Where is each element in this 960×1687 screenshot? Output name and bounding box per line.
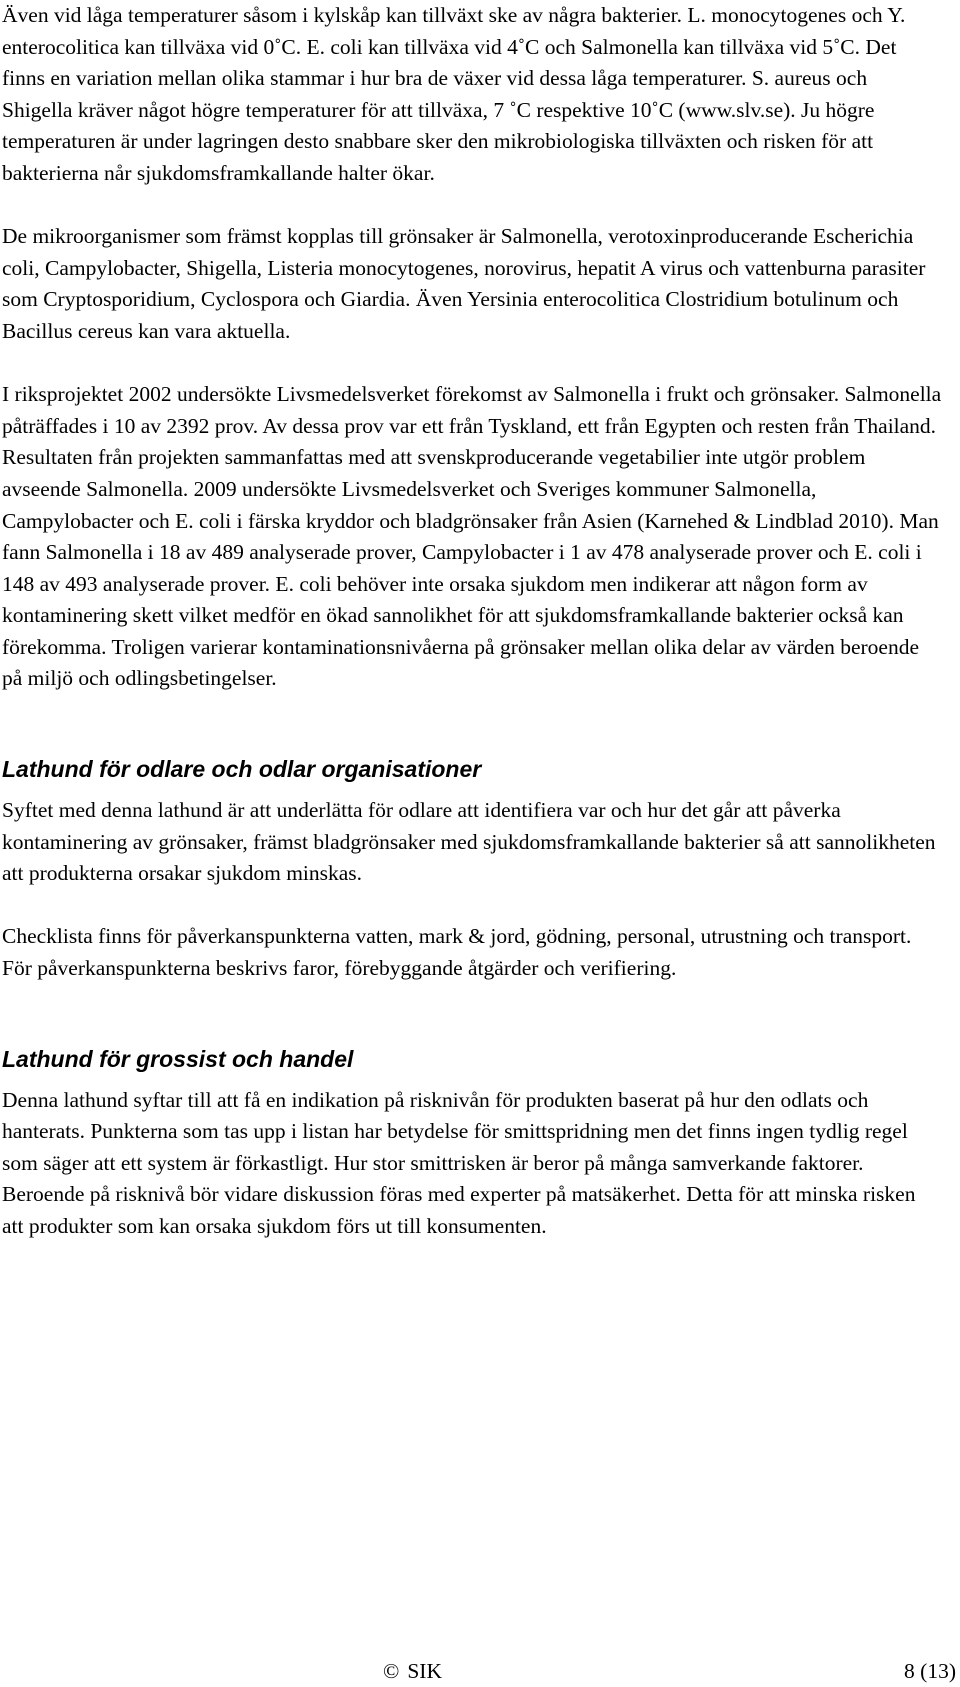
section-heading-wholesale: Lathund för grossist och handel <box>2 1045 354 1072</box>
paragraph-wholesale-purpose: Denna lathund syftar till att få en indikation på risknivån för produkten baserat på hur den odlats och hanterats. Punkterna som tas upp i listan har betydelse för smittspridning men det finns ingen tydlig regel som säger att ett system är förkastligt. Hur stor smittrisken är beror på många samverkande faktorer. Beroende på risknivå bör vidare diskussion föras med experter på matsäkerhet. Detta för att minska risken att produkter som kan orsaka sjukdom förs ut till konsumenten. <box>2 1087 916 1238</box>
section-wholesale <box>2 1045 942 1243</box>
paragraph-growers-checklist: Checklista finns för påverkanspunkterna vatten, mark & jord, gödning, personal, utrustning och transport. För påverkanspunkterna beskrivs faror, förebyggande åtgärder och verifiering. <box>2 924 912 981</box>
paragraph-microorganisms: De mikroorganismer som främst kopplas till grönsaker är Salmonella, verotoxinproducerande Escherichia coli, Campylobacter, Shigella, Listeria monocytogenes, norovirus, hepatit A virus och vattenburna parasiter som Cryptosporidium, Cyclospora och Giardia. Även Yersinia enterocolitica Clostridium botulinum och Bacillus cereus kan vara aktuella. <box>2 224 926 343</box>
document-body <box>2 0 942 1243</box>
paragraph-national-project: I riksprojektet 2002 undersökte Livsmedelsverket förekomst av Salmonella i frukt och grönsaker. Salmonella påträffades i 10 av 2392 prov. Av dessa prov var ett från Tyskland, ett från Egypten och resten från Thailand. Resultaten från projekten sammanfattas med att svenskproducerande vegetabilier inte utgör problem avseende Salmonella. 2009 undersökte Livsmedelsverket och Sveriges kommuner Salmonella, Campylobacter och E. coli i färska kryddor och bladgrönsaker från Asien (Karnehed & Lindblad 2010). Man fann Salmonella i 18 av 489 analyserade prover, Campylobacter i 1 av 478 analyserade prover och E. coli i 148 av 493 analyserade prover. E. coli behöver inte orsaka sjukdom men indikerar att någon form av kontaminering skett vilket medför en ökad sannolikhet för att sjukdomsframkallande bakterier också kan förekomma. Troligen varierar kontaminationsnivåerna på grönsaker mellan olika delar av värden beroende på miljö och odlingsbetingelser. <box>2 382 942 691</box>
section-growers <box>2 755 942 985</box>
paragraph-low-temperature-growth: Även vid låga temperaturer såsom i kylskåp kan tillväxt ske av några bakterier. L. monocytogenes och Y. enterocolitica kan tillväxa vid 0˚C. E. coli kan tillväxa vid 4˚C och Salmonella kan tillväxa vid 5˚C. Det finns en variation mellan olika stammar i hur bra de växer vid dessa låga temperaturer. S. aureus och Shigella kräver något högre temperaturer för att tillväxa, 7 ˚C respektive 10˚C (www.slv.se). Ju högre temperaturen är under lagringen desto snabbare sker den mikrobiologiska tillväxten och risken för att bakterierna når sjukdomsframkallande halter ökar. <box>2 3 906 185</box>
footer-copyright <box>383 1657 442 1685</box>
section-heading-growers: Lathund för odlare och odlar organisationer <box>2 756 482 783</box>
copyright-icon: © <box>383 1659 400 1683</box>
paragraph-growers-purpose: Syftet med denna lathund är att underlätta för odlare att identifiera var och hur det går att påverka kontaminering av grönsaker, främst bladgrönsaker med sjukdomsframkallande bakterier så att sannolikheten att produkterna orsakar sjukdom minskas. <box>2 798 936 886</box>
page-number: 8 (13) <box>904 1659 956 1683</box>
page-footer <box>0 1657 960 1687</box>
footer-organization: SIK <box>407 1659 442 1683</box>
